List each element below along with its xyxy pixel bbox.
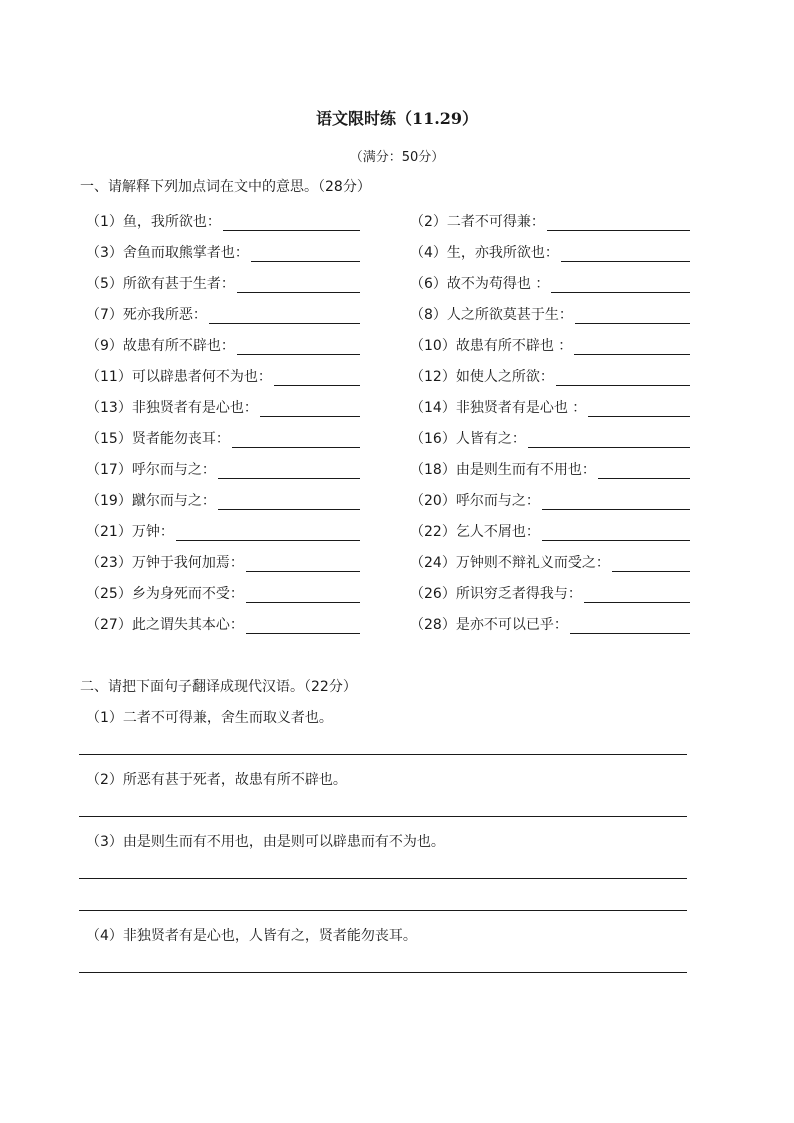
vocab-item-3 [86,237,360,268]
answer-blank[interactable] [237,274,360,293]
vocab-item-label: （17）呼尔而与之： [86,461,216,478]
answer-blank[interactable] [223,212,360,231]
answer-blank[interactable] [246,615,360,634]
vocab-item-label: （21）万钟： [86,523,174,540]
answer-blank[interactable] [176,522,360,541]
vocab-item-11 [86,361,360,392]
answer-blank[interactable] [574,336,690,355]
vocab-item-label: （27）此之谓失其本心： [86,616,244,633]
answer-blank[interactable] [598,460,690,479]
vocab-item-label: （9）故患有所不辟也： [86,337,235,354]
answer-blank[interactable] [232,429,360,448]
vocab-item-10 [410,330,690,361]
answer-blank[interactable] [218,460,360,479]
vocab-item-label: （25）乡为身死而不受： [86,585,244,602]
answer-blank[interactable] [542,522,690,541]
vocab-item-label: （18）由是则生而有不用也： [410,461,596,478]
vocab-item-23 [86,547,360,578]
answer-blank[interactable] [575,305,690,324]
answer-blank[interactable] [547,212,690,231]
vocab-item-label: （8）人之所欲莫甚于生： [410,306,573,323]
vocab-item-26 [410,578,690,609]
vocab-item-22 [410,516,690,547]
vocab-item-20 [410,485,690,516]
translation-question-2: （2）所恶有甚于死者，故患有所不辟也。 [86,772,347,788]
answer-line[interactable] [79,816,687,817]
vocab-item-16 [410,423,690,454]
answer-blank[interactable] [218,491,360,510]
answer-blank[interactable] [584,584,690,603]
vocabulary-grid [86,206,690,640]
vocab-item-12 [410,361,690,392]
vocab-item-label: （22）乞人不屑也： [410,523,540,540]
vocab-item-label: （15）贤者能勿丧耳： [86,430,230,447]
vocab-item-24 [410,547,690,578]
vocab-item-4 [410,237,690,268]
vocab-item-9 [86,330,360,361]
vocab-item-17 [86,454,360,485]
answer-blank[interactable] [612,553,690,572]
vocab-item-label: （28）是亦不可以已乎： [410,616,568,633]
page-title: 语文限时练（11.29） [315,109,479,128]
section-2-heading: 二、请把下面句子翻译成现代汉语。（22分） [80,679,357,695]
answer-blank[interactable] [251,243,360,262]
vocab-item-label: （2）二者不可得兼： [410,213,545,230]
vocab-item-1 [86,206,360,237]
vocab-item-8 [410,299,690,330]
answer-blank[interactable] [551,274,690,293]
vocab-item-label: （24）万钟则不辩礼义而受之： [410,554,610,571]
vocab-item-27 [86,609,360,640]
translation-question-4: （4）非独贤者有是心也，人皆有之，贤者能勿丧耳。 [86,928,417,944]
answer-blank[interactable] [274,367,360,386]
vocab-item-label: （11）可以辟患者何不为也： [86,368,272,385]
answer-blank[interactable] [561,243,690,262]
answer-blank[interactable] [556,367,690,386]
vocab-item-label: （10）故患有所不辟也 ： [410,337,573,354]
answer-blank[interactable] [260,398,360,417]
answer-blank[interactable] [542,491,690,510]
answer-line[interactable] [79,910,687,911]
vocab-item-21 [86,516,360,547]
vocab-item-label: （16）人皆有之： [410,430,526,447]
vocab-item-15 [86,423,360,454]
vocab-item-25 [86,578,360,609]
vocab-item-label: （13）非独贤者有是心也： [86,399,258,416]
vocab-item-label: （1）鱼，我所欲也： [86,213,221,230]
vocab-item-label: （5）所欲有甚于生者： [86,275,235,292]
vocab-item-2 [410,206,690,237]
answer-line[interactable] [79,878,687,879]
vocab-item-label: （23）万钟于我何加焉： [86,554,244,571]
answer-blank[interactable] [246,553,360,572]
vocab-item-19 [86,485,360,516]
vocab-item-label: （7）死亦我所恶： [86,306,207,323]
answer-line[interactable] [79,972,687,973]
vocab-item-label: （6）故不为苟得也 ： [410,275,550,292]
vocab-item-label: （12）如使人之所欲： [410,368,554,385]
answer-line[interactable] [79,754,687,755]
translation-question-3: （3）由是则生而有不用也，由是则可以辟患而有不为也。 [86,834,445,850]
vocab-item-5 [86,268,360,299]
vocab-item-label: （4）生，亦我所欲也： [410,244,559,261]
answer-blank[interactable] [570,615,690,634]
score-subtitle: （满分：50分） [349,150,445,165]
vocab-item-label: （3）舍鱼而取熊掌者也： [86,244,249,261]
answer-blank[interactable] [528,429,690,448]
answer-blank[interactable] [246,584,360,603]
vocab-item-28 [410,609,690,640]
answer-blank[interactable] [588,398,690,417]
vocab-item-13 [86,392,360,423]
translation-question-1: （1）二者不可得兼，舍生而取义者也。 [86,710,333,726]
section-1-heading: 一、请解释下列加点词在文中的意思。（28分） [80,179,371,195]
vocab-item-14 [410,392,690,423]
answer-blank[interactable] [237,336,360,355]
vocab-item-label: （19）蹴尔而与之： [86,492,216,509]
answer-blank[interactable] [209,305,360,324]
vocab-item-7 [86,299,360,330]
vocab-item-18 [410,454,690,485]
vocab-item-label: （20）呼尔而与之： [410,492,540,509]
vocab-item-label: （14）非独贤者有是心也 ： [410,399,587,416]
vocab-item-6 [410,268,690,299]
vocab-item-label: （26）所识穷乏者得我与： [410,585,582,602]
